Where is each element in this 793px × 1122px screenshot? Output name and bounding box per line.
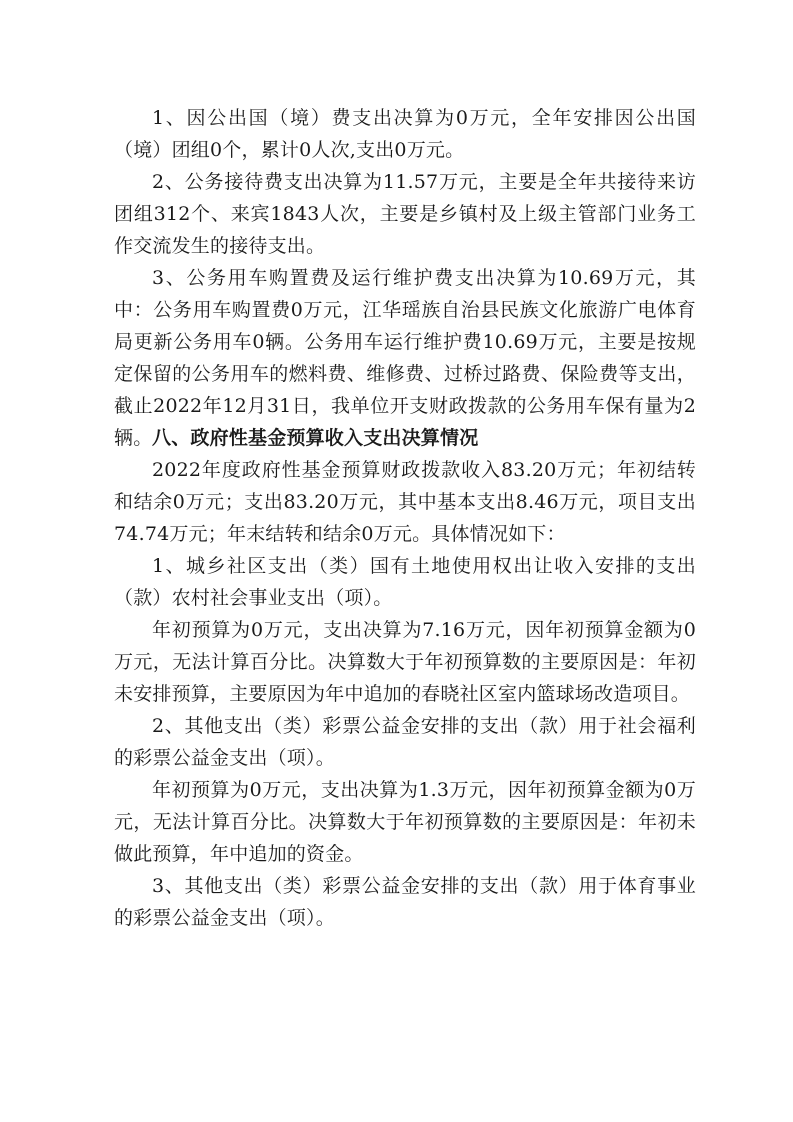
paragraph-item-2-title: 2、其他支出（类）彩票公益金安排的支出（款）用于社会福利的彩票公益金支出（项）。: [114, 715, 696, 769]
paragraph-item-1-detail: 年初预算为0万元，支出决算为7.16万元，因年初预算金额为0万元，无法计算百分比。决算数大于年初预算数的主要原因是：年初未安排预算，主要原因为年中追加的春晓社区室内篮球场改造项目。: [114, 619, 696, 705]
paragraph-reception: 2、公务接待费支出决算为11.57万元，主要是全年共接待来访团组312个、来宾1843人次，主要是乡镇村及上级主管部门业务工作交流发生的接待支出。: [114, 171, 696, 257]
paragraph-gov-fund-summary: 2022年度政府性基金预算财政拨款收入83.20万元；年初结转和结余0万元；支出83.20万元，其中基本支出8.46万元，项目支出74.74万元；年末结转和结余0万元。具体情况如下：: [114, 459, 696, 545]
paragraph-outbound-travel: 1、因公出国（境）费支出决算为0万元，全年安排因公出国（境）团组0个，累计0人次,支出0万元。: [114, 107, 696, 161]
paragraph-item-1-title: 1、城乡社区支出（类）国有土地使用权出让收入安排的支出（款）农村社会事业支出（项）。: [114, 555, 696, 609]
paragraph-item-3-title: 3、其他支出（类）彩票公益金安排的支出（款）用于体育事业的彩票公益金支出（项）。: [114, 875, 696, 929]
paragraph-vehicles: 3、公务用车购置费及运行维护费支出决算为10.69万元，其中：公务用车购置费0万元，江华瑶族自治县民族文化旅游广电体育局更新公务用车0辆。公务用车运行维护费10.69万元，主要是按规定保留的公务用车的燃料费、维修费、过桥过路费、保险费等支出，截止2022年12月31日，我单位开支财政拨款的公务用车保有量为2辆。: [114, 267, 696, 449]
paragraph-item-2-detail: 年初预算为0万元，支出决算为1.3万元，因年初预算金额为0万元，无法计算百分比。决算数大于年初预算数的主要原因是：年初未做此预算，年中追加的资金。: [114, 779, 696, 865]
section-heading-gov-fund: 八、政府性基金预算收入支出决算情况: [152, 427, 479, 449]
